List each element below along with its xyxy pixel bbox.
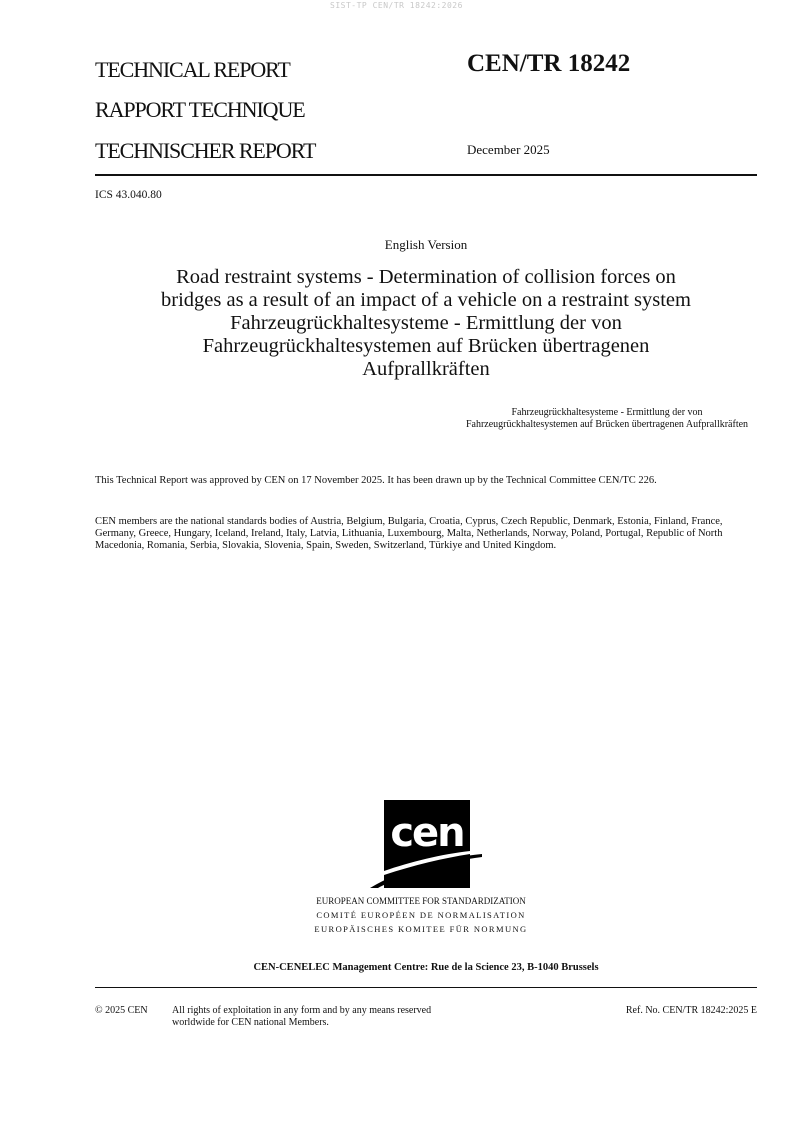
rights-line-2: worldwide for CEN national Members. xyxy=(172,1017,329,1028)
watermark: SIST-TP CEN/TR 18242:2026 xyxy=(330,1,463,10)
language-version: English Version xyxy=(384,237,468,252)
org-name-fr: COMITÉ EUROPÉEN DE NORMALISATION xyxy=(316,910,526,920)
reference-number: Ref. No. CEN/TR 18242:2025 E xyxy=(625,1005,757,1016)
doc-type-en: TECHNICAL REPORT xyxy=(95,57,290,82)
cen-logo-text: cen xyxy=(390,810,464,856)
doc-type-fr: RAPPORT TECHNIQUE xyxy=(95,97,305,122)
members-paragraph: CEN members are the national standards bodies of Austria, Belgium, Bulgaria, Croatia, Cyprus, Czech Republic, Denmark, Estonia, Finland, France, Germany, Greece, Hungary, Iceland, Ireland, Italy, Latvia, Lithuania, Luxembourg, Malta, Netherlands, Norway, Poland, Portugal, Republic of North Macedonia, Romania, Serbia, Slovakia, Slovenia, Spain, Sweden, Switzerland, Türkiye and United Kingdom. xyxy=(95,516,723,551)
doc-type-de: TECHNISCHER REPORT xyxy=(95,138,316,163)
document-number: CEN/TR 18242 xyxy=(467,50,631,77)
management-centre-address: CEN-CENELEC Management Centre: Rue de la Science 23, B-1040 Brussels xyxy=(253,962,599,973)
footer-rule xyxy=(95,987,757,988)
org-name-de: EUROPÄISCHES KOMITEE FÜR NORMUNG xyxy=(314,924,528,934)
rights-statement xyxy=(172,1005,431,1029)
copyright: © 2025 CEN xyxy=(95,1005,148,1016)
header-rule xyxy=(95,174,757,176)
document-title: Road restraint systems - Determination of collision forces on bridges as a result of an impact of a vehicle on a restraint system Fahrzeugrückhaltesysteme - Ermittlung der von Fahrzeugrückhaltesystemen auf Brücken übertragenen Aufprallkräften xyxy=(161,266,691,380)
rights-line-1: All rights of exploitation in any form and by any means reserved xyxy=(172,1005,432,1016)
publication-date: December 2025 xyxy=(467,142,550,157)
cen-logo-icon xyxy=(370,800,482,890)
alternate-title: Fahrzeugrückhaltesysteme - Ermittlung der von Fahrzeugrückhaltesystemen auf Brücken übertragenen Aufprallkräften xyxy=(465,407,749,430)
ics-code: ICS 43.040.80 xyxy=(95,189,162,201)
approval-paragraph: This Technical Report was approved by CEN on 17 November 2025. It has been drawn up by the Technical Committee CEN/TC 226. xyxy=(95,475,657,486)
org-name-en: EUROPEAN COMMITTEE FOR STANDARDIZATION xyxy=(316,896,526,906)
